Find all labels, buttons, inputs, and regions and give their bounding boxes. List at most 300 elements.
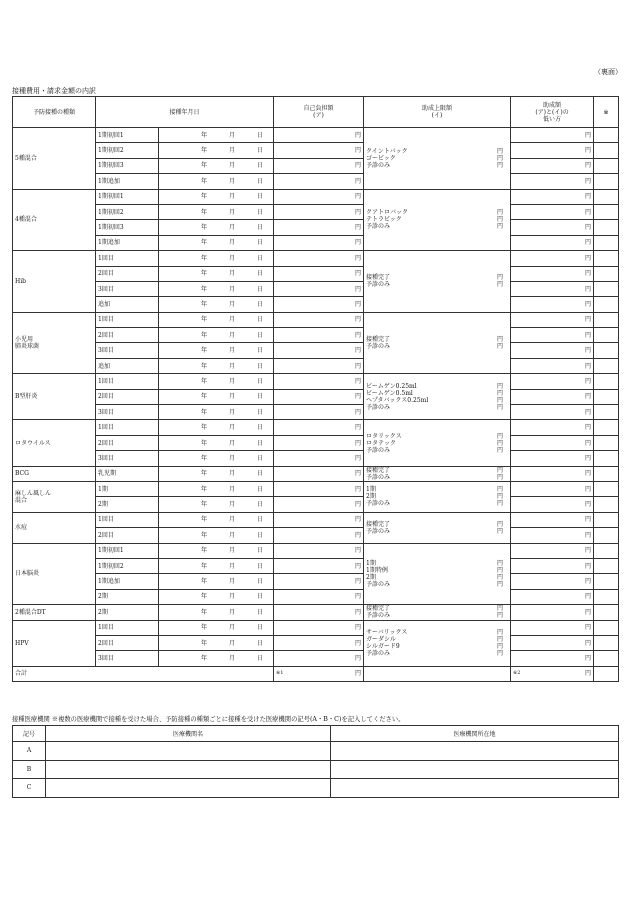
- limit-item: 2期 円: [366, 573, 504, 581]
- date-field[interactable]: [159, 297, 274, 312]
- self-pay-field[interactable]: 円: [274, 451, 364, 466]
- month-unit: 月: [228, 562, 235, 570]
- subsidy-field[interactable]: 円: [511, 589, 594, 604]
- dose-label: 3回目: [96, 405, 159, 420]
- day-unit: 日: [256, 362, 263, 370]
- dose-label: 1期: [96, 481, 159, 496]
- limit-item: ヘプタバックス0.25ml 円: [366, 396, 504, 404]
- self-pay-field[interactable]: 円: [274, 358, 364, 373]
- mark-field[interactable]: [594, 281, 619, 296]
- table-row: [13, 543, 619, 558]
- self-pay-field[interactable]: 円: [274, 266, 364, 281]
- institution-name-header: 医療機関名: [46, 726, 331, 742]
- dose-label: 1期追加: [96, 235, 159, 250]
- month-unit: 月: [228, 377, 235, 385]
- table-row: [13, 620, 619, 635]
- mark-field[interactable]: [594, 266, 619, 281]
- subsidy-field[interactable]: 円: [511, 635, 594, 650]
- self-pay-field[interactable]: 円: [274, 405, 364, 420]
- dose-label: 2回目: [96, 266, 159, 281]
- table-row: [13, 481, 619, 496]
- year-unit: 年: [200, 485, 207, 493]
- self-pay-field[interactable]: 円: [274, 620, 364, 635]
- day-unit: 日: [256, 424, 263, 432]
- date-field[interactable]: [159, 451, 274, 466]
- self-pay-field[interactable]: 円: [274, 143, 364, 158]
- date-field[interactable]: [159, 512, 274, 527]
- year-unit: 年: [200, 639, 207, 647]
- institution-address-field[interactable]: [331, 779, 619, 798]
- date-field[interactable]: [159, 497, 274, 512]
- mark-field[interactable]: [594, 343, 619, 358]
- table-row: [13, 558, 619, 573]
- table-row: [13, 574, 619, 589]
- self-pay-field[interactable]: 円: [274, 374, 364, 389]
- date-field[interactable]: [159, 651, 274, 666]
- mark-field[interactable]: [594, 435, 619, 450]
- limit-item: 予診のみ 円: [366, 403, 504, 411]
- limit-item: シルガード9 円: [366, 643, 504, 651]
- subsidy-field[interactable]: 円: [511, 297, 594, 312]
- date-field[interactable]: [159, 343, 274, 358]
- subsidy-field[interactable]: 円: [511, 405, 594, 420]
- self-pay-field[interactable]: 円: [274, 251, 364, 266]
- limit-item: 予診のみ 円: [366, 527, 504, 535]
- year-unit: 年: [200, 501, 207, 509]
- day-unit: 日: [256, 470, 263, 478]
- year-unit: 年: [200, 562, 207, 570]
- institution-row: [13, 760, 619, 779]
- self-pay-field[interactable]: 円: [274, 605, 364, 620]
- date-field[interactable]: [159, 266, 274, 281]
- subsidy-field[interactable]: 円: [511, 235, 594, 250]
- date-field[interactable]: [159, 189, 274, 204]
- subsidy-field[interactable]: 円: [511, 605, 594, 620]
- dose-label: 乳児期: [96, 466, 159, 481]
- mark-field[interactable]: [594, 328, 619, 343]
- subsidy-field[interactable]: 円: [511, 174, 594, 189]
- institution-code: B: [13, 760, 46, 779]
- subsidy-field[interactable]: 円: [511, 128, 594, 143]
- day-unit: 日: [256, 439, 263, 447]
- self-pay-field[interactable]: 円: [274, 189, 364, 204]
- table-row: [13, 451, 619, 466]
- mark-field[interactable]: [594, 620, 619, 635]
- date-field[interactable]: [159, 620, 274, 635]
- year-unit: 年: [200, 408, 207, 416]
- month-unit: 月: [228, 254, 235, 262]
- date-field[interactable]: [159, 605, 274, 620]
- day-unit: 日: [256, 393, 263, 401]
- subsidy-field[interactable]: 円: [511, 143, 594, 158]
- limit-item: 予診のみ 円: [366, 473, 504, 481]
- self-pay-field[interactable]: 円: [274, 589, 364, 604]
- limit-list: [364, 481, 511, 512]
- year-unit: 年: [200, 208, 207, 216]
- subsidy-field[interactable]: 円: [511, 497, 594, 512]
- mark-field[interactable]: [594, 589, 619, 604]
- year-unit: 年: [200, 439, 207, 447]
- date-field[interactable]: [159, 574, 274, 589]
- table-row: [13, 174, 619, 189]
- day-unit: 日: [256, 639, 263, 647]
- date-field[interactable]: [159, 281, 274, 296]
- table-row: [13, 297, 619, 312]
- self-pay-field[interactable]: 円: [274, 204, 364, 219]
- mark-field[interactable]: [594, 605, 619, 620]
- month-unit: 月: [228, 547, 235, 555]
- mark-field[interactable]: [594, 297, 619, 312]
- self-pay-field[interactable]: 円: [274, 389, 364, 404]
- limit-item: 接種完了 円: [366, 274, 504, 282]
- day-unit: 日: [256, 516, 263, 524]
- mark-field[interactable]: [594, 635, 619, 650]
- month-unit: 月: [228, 285, 235, 293]
- limit-list: [364, 251, 511, 313]
- limit-item: 予診のみ 円: [366, 446, 504, 454]
- limit-list: [364, 620, 511, 666]
- year-unit: 年: [200, 393, 207, 401]
- month-unit: 月: [228, 501, 235, 509]
- date-field[interactable]: [159, 220, 274, 235]
- table-row: [13, 651, 619, 666]
- subsidy-field[interactable]: 円: [511, 620, 594, 635]
- table-row: [13, 220, 619, 235]
- total-mark[interactable]: [594, 666, 619, 681]
- mark-field[interactable]: [594, 512, 619, 527]
- subsidy-field[interactable]: 円: [511, 512, 594, 527]
- mark-field[interactable]: [594, 543, 619, 558]
- date-field[interactable]: [159, 328, 274, 343]
- dose-label: 2回目: [96, 328, 159, 343]
- mark-field[interactable]: [594, 143, 619, 158]
- day-unit: 日: [256, 593, 263, 601]
- dose-label: 2期: [96, 589, 159, 604]
- self-pay-field[interactable]: 円: [274, 528, 364, 543]
- self-pay-field[interactable]: 円: [274, 128, 364, 143]
- section-heading: 接種費用・請求金額の内訳: [12, 87, 96, 95]
- col-mark-header: ※: [594, 97, 619, 128]
- mark-field[interactable]: [594, 528, 619, 543]
- limit-item: 2期 円: [366, 493, 504, 501]
- date-field[interactable]: [159, 158, 274, 173]
- subsidy-field[interactable]: 円: [511, 651, 594, 666]
- col-subsidy-header: 助成額 (ア)と(イ)の 低い方: [511, 97, 594, 128]
- day-unit: 日: [256, 162, 263, 170]
- mark-field[interactable]: [594, 405, 619, 420]
- dose-label: 1期初回1: [96, 128, 159, 143]
- subsidy-field[interactable]: 円: [511, 420, 594, 435]
- mark-field[interactable]: [594, 235, 619, 250]
- date-field[interactable]: [159, 466, 274, 481]
- table-row: [13, 343, 619, 358]
- day-unit: 日: [256, 239, 263, 247]
- subsidy-field[interactable]: 円: [511, 266, 594, 281]
- month-unit: 月: [228, 485, 235, 493]
- mark-field[interactable]: [594, 481, 619, 496]
- limit-item: 予診のみ 円: [366, 281, 504, 289]
- limit-list: [364, 189, 511, 251]
- vaccine-name: 4種混合: [13, 189, 96, 251]
- institution-address-field[interactable]: [331, 742, 619, 761]
- date-field[interactable]: [159, 435, 274, 450]
- limit-list: [364, 543, 511, 605]
- self-pay-field[interactable]: 円: [274, 235, 364, 250]
- self-pay-field[interactable]: 円: [274, 420, 364, 435]
- date-field[interactable]: [159, 420, 274, 435]
- date-field[interactable]: [159, 405, 274, 420]
- year-unit: 年: [200, 347, 207, 355]
- subsidy-field[interactable]: 円: [511, 558, 594, 573]
- year-unit: 年: [200, 177, 207, 185]
- day-unit: 日: [256, 224, 263, 232]
- date-field[interactable]: [159, 312, 274, 327]
- dose-label: 1回目: [96, 312, 159, 327]
- subsidy-field[interactable]: 円: [511, 374, 594, 389]
- limit-list: [364, 605, 511, 620]
- date-field[interactable]: [159, 174, 274, 189]
- year-unit: 年: [200, 547, 207, 555]
- self-pay-field[interactable]: 円: [274, 512, 364, 527]
- subsidy-field[interactable]: 円: [511, 220, 594, 235]
- self-pay-field[interactable]: 円: [274, 158, 364, 173]
- day-unit: 日: [256, 254, 263, 262]
- month-unit: 月: [228, 270, 235, 278]
- subsidy-field[interactable]: 円: [511, 158, 594, 173]
- year-unit: 年: [200, 193, 207, 201]
- vaccine-name: Hib: [13, 251, 96, 313]
- dose-label: 2回目: [96, 389, 159, 404]
- year-unit: 年: [200, 516, 207, 524]
- table-row: [13, 589, 619, 604]
- table-row: [13, 420, 619, 435]
- day-unit: 日: [256, 300, 263, 308]
- date-field[interactable]: [159, 389, 274, 404]
- self-pay-field[interactable]: 円: [274, 481, 364, 496]
- subsidy-field[interactable]: 円: [511, 204, 594, 219]
- dose-label: 2回目: [96, 528, 159, 543]
- month-unit: 月: [228, 362, 235, 370]
- month-unit: 月: [228, 654, 235, 662]
- year-unit: 年: [200, 654, 207, 662]
- year-unit: 年: [200, 608, 207, 616]
- mark-field[interactable]: [594, 358, 619, 373]
- year-unit: 年: [200, 316, 207, 324]
- subsidy-field[interactable]: 円: [511, 328, 594, 343]
- day-unit: 日: [256, 285, 263, 293]
- table-row: [13, 635, 619, 650]
- date-field[interactable]: [159, 143, 274, 158]
- month-unit: 月: [228, 331, 235, 339]
- day-unit: 日: [256, 131, 263, 139]
- institution-address-header: 医療機関所在地: [331, 726, 619, 742]
- limit-item: テトラビック 円: [366, 216, 504, 224]
- subsidy-field[interactable]: 円: [511, 343, 594, 358]
- institution-note: 接種医療機関 ※複数の医療機関で接種を受けた場合、予防接種の種類ごとに接種を受けた医療機関の記号(A・B・C)を記入してください。: [12, 716, 405, 723]
- subsidy-field[interactable]: 円: [511, 389, 594, 404]
- date-field[interactable]: [159, 543, 274, 558]
- month-unit: 月: [228, 177, 235, 185]
- subsidy-field[interactable]: 円: [511, 251, 594, 266]
- month-unit: 月: [228, 424, 235, 432]
- year-unit: 年: [200, 239, 207, 247]
- table-row: [13, 605, 619, 620]
- dose-label: 2回目: [96, 435, 159, 450]
- mark-field[interactable]: [594, 128, 619, 143]
- vaccine-name: 5種混合: [13, 128, 96, 190]
- limit-item: ロタテック 円: [366, 439, 504, 447]
- day-unit: 日: [256, 270, 263, 278]
- year-unit: 年: [200, 593, 207, 601]
- year-unit: 年: [200, 147, 207, 155]
- institution-code: C: [13, 779, 46, 798]
- year-unit: 年: [200, 362, 207, 370]
- self-pay-field[interactable]: 円: [274, 574, 364, 589]
- date-field[interactable]: [159, 235, 274, 250]
- mark-field[interactable]: [594, 312, 619, 327]
- limit-list: [364, 466, 511, 481]
- limit-list: [364, 128, 511, 190]
- self-pay-field[interactable]: 円: [274, 558, 364, 573]
- self-pay-field[interactable]: 円: [274, 312, 364, 327]
- subsidy-field[interactable]: 円: [511, 543, 594, 558]
- limit-item: 接種完了 円: [366, 335, 504, 343]
- self-pay-field[interactable]: 円: [274, 174, 364, 189]
- subsidy-field[interactable]: 円: [511, 312, 594, 327]
- limit-item: 予診のみ 円: [366, 612, 504, 620]
- mark-field[interactable]: [594, 574, 619, 589]
- subsidy-field[interactable]: 円: [511, 435, 594, 450]
- limit-item: 予診のみ 円: [366, 223, 504, 231]
- mark-field[interactable]: [594, 220, 619, 235]
- mark-field[interactable]: [594, 651, 619, 666]
- table-row: [13, 528, 619, 543]
- date-field[interactable]: [159, 204, 274, 219]
- mark-field[interactable]: [594, 466, 619, 481]
- subsidy-field[interactable]: 円: [511, 466, 594, 481]
- institution-row: [13, 742, 619, 761]
- dose-label: 3回目: [96, 651, 159, 666]
- subsidy-field[interactable]: 円: [511, 189, 594, 204]
- institution-name-field[interactable]: [46, 779, 331, 798]
- limit-item: クイントバック 円: [366, 147, 504, 155]
- date-field[interactable]: [159, 481, 274, 496]
- day-unit: 日: [256, 501, 263, 509]
- mark-field[interactable]: [594, 189, 619, 204]
- table-row: [13, 128, 619, 143]
- month-unit: 月: [228, 639, 235, 647]
- institution-code: A: [13, 742, 46, 761]
- self-pay-field[interactable]: 円: [274, 328, 364, 343]
- subsidy-field[interactable]: 円: [511, 451, 594, 466]
- total-subsidy[interactable]: ※2 円: [511, 666, 594, 681]
- subsidy-field[interactable]: 円: [511, 358, 594, 373]
- subsidy-field[interactable]: 円: [511, 481, 594, 496]
- self-pay-field[interactable]: 円: [274, 635, 364, 650]
- year-unit: 年: [200, 377, 207, 385]
- self-pay-field[interactable]: 円: [274, 297, 364, 312]
- day-unit: 日: [256, 208, 263, 216]
- month-unit: 月: [228, 300, 235, 308]
- mark-field[interactable]: [594, 174, 619, 189]
- limit-item: 接種完了 円: [366, 605, 504, 613]
- self-pay-field[interactable]: 円: [274, 343, 364, 358]
- limit-list: [364, 374, 511, 420]
- mark-field[interactable]: [594, 497, 619, 512]
- mark-field[interactable]: [594, 374, 619, 389]
- self-pay-field[interactable]: 円: [274, 466, 364, 481]
- subsidy-field[interactable]: 円: [511, 528, 594, 543]
- mark-field[interactable]: [594, 558, 619, 573]
- self-pay-field[interactable]: 円: [274, 543, 364, 558]
- dose-label: 3回目: [96, 343, 159, 358]
- self-pay-field[interactable]: 円: [274, 497, 364, 512]
- table-row: [13, 158, 619, 173]
- date-field[interactable]: [159, 635, 274, 650]
- institution-header-row: [13, 726, 619, 742]
- mark-field[interactable]: [594, 204, 619, 219]
- dose-label: 1期初回1: [96, 543, 159, 558]
- year-unit: 年: [200, 624, 207, 632]
- mark-field[interactable]: [594, 420, 619, 435]
- year-unit: 年: [200, 424, 207, 432]
- table-row: [13, 512, 619, 527]
- month-unit: 月: [228, 578, 235, 586]
- subsidy-field[interactable]: 円: [511, 574, 594, 589]
- dose-label: 1回目: [96, 512, 159, 527]
- year-unit: 年: [200, 531, 207, 539]
- vaccine-name: 日本脳炎: [13, 543, 96, 605]
- day-unit: 日: [256, 624, 263, 632]
- mark-field[interactable]: [594, 251, 619, 266]
- self-pay-field[interactable]: 円: [274, 651, 364, 666]
- institution-name-field[interactable]: [46, 742, 331, 761]
- date-field[interactable]: [159, 558, 274, 573]
- dose-label: 追加: [96, 297, 159, 312]
- total-self-pay[interactable]: ※1 円: [274, 666, 364, 681]
- day-unit: 日: [256, 331, 263, 339]
- institution-address-field[interactable]: [331, 760, 619, 779]
- date-field[interactable]: [159, 589, 274, 604]
- self-pay-field[interactable]: 円: [274, 435, 364, 450]
- date-field[interactable]: [159, 528, 274, 543]
- limit-item: クアトロバック 円: [366, 209, 504, 217]
- date-field[interactable]: [159, 128, 274, 143]
- limit-item: ビームゲン0.5ml 円: [366, 389, 504, 397]
- subsidy-field[interactable]: 円: [511, 281, 594, 296]
- date-field[interactable]: [159, 358, 274, 373]
- dose-label: 2回目: [96, 635, 159, 650]
- month-unit: 月: [228, 224, 235, 232]
- date-field[interactable]: [159, 374, 274, 389]
- table-header-row: [13, 97, 619, 128]
- self-pay-field[interactable]: 円: [274, 281, 364, 296]
- institution-name-field[interactable]: [46, 760, 331, 779]
- dose-label: 1期追加: [96, 174, 159, 189]
- mark-field[interactable]: [594, 389, 619, 404]
- day-unit: 日: [256, 531, 263, 539]
- self-pay-field[interactable]: 円: [274, 220, 364, 235]
- date-field[interactable]: [159, 251, 274, 266]
- mark-field[interactable]: [594, 158, 619, 173]
- day-unit: 日: [256, 177, 263, 185]
- vaccine-name: 水痘: [13, 512, 96, 543]
- day-unit: 日: [256, 147, 263, 155]
- month-unit: 月: [228, 454, 235, 462]
- dose-label: 2期: [96, 605, 159, 620]
- table-row: [13, 374, 619, 389]
- mark-field[interactable]: [594, 451, 619, 466]
